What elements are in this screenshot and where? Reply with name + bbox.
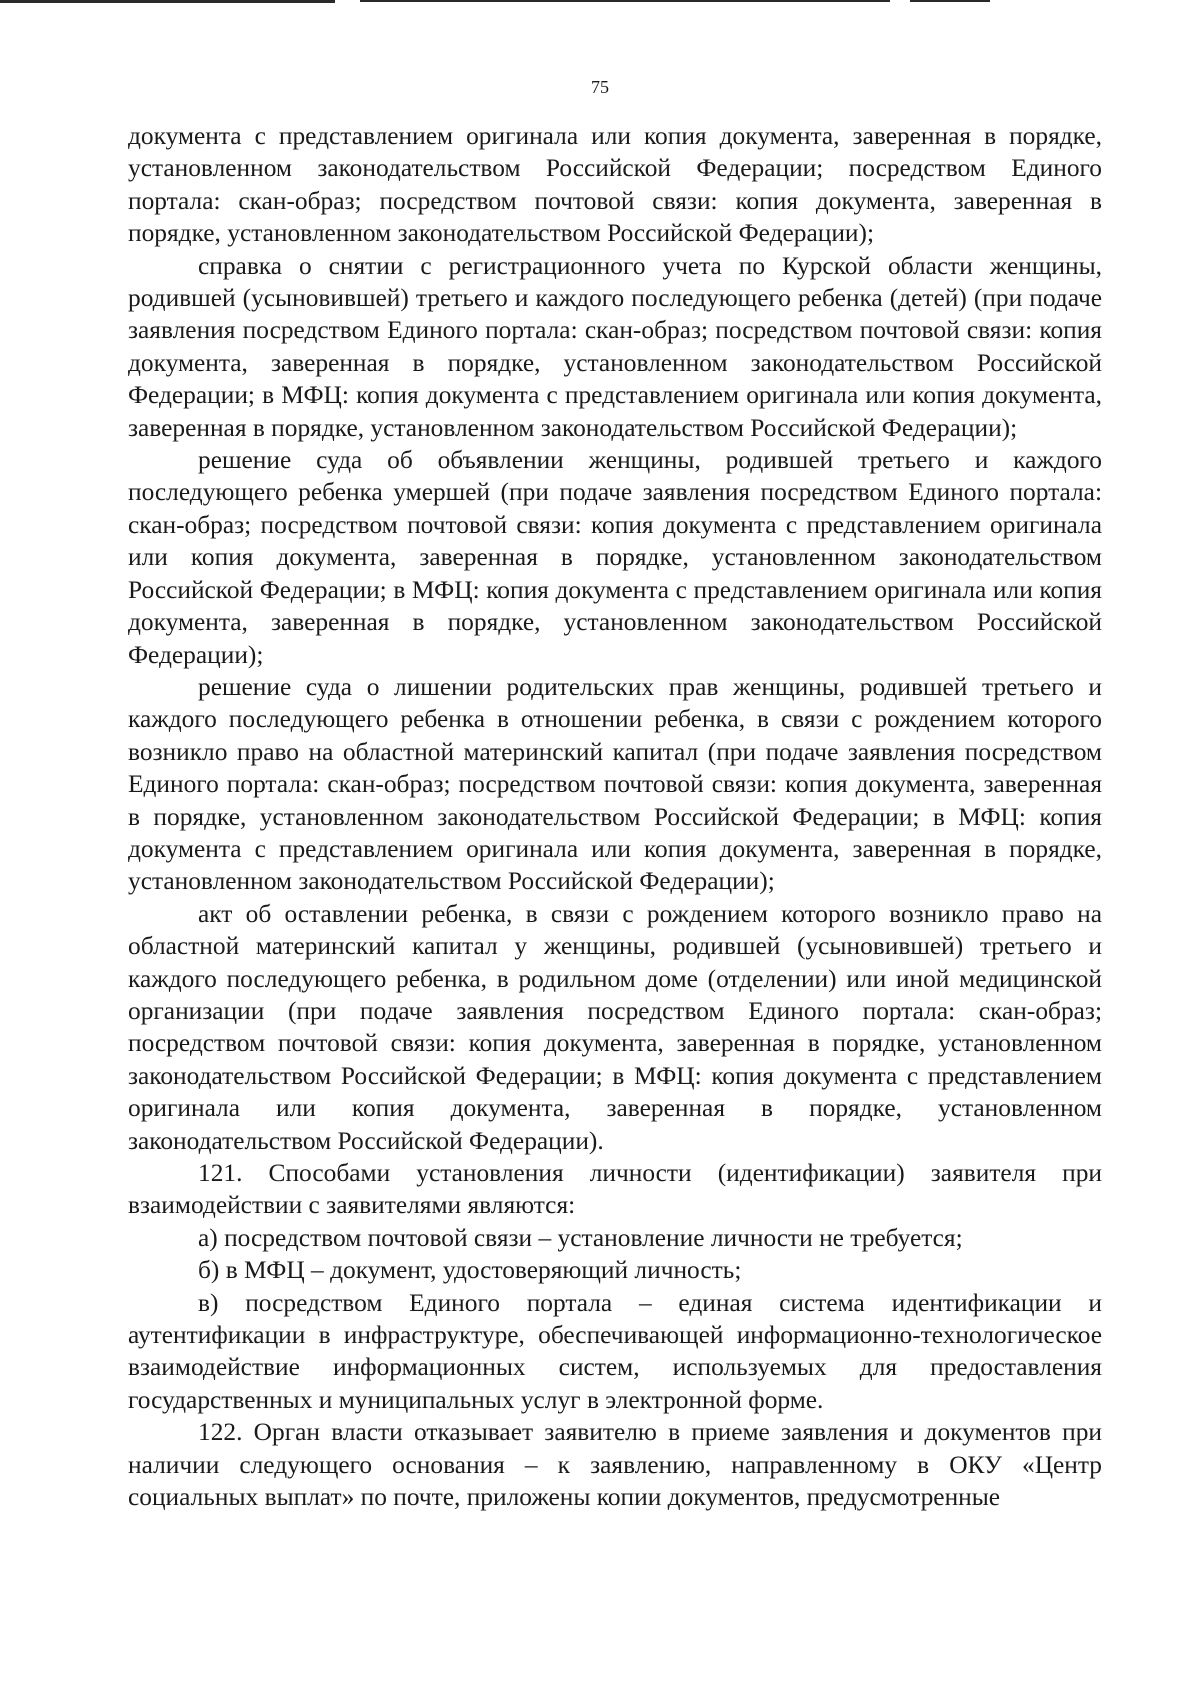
paragraph-court-decision-parental-rights: решение суда о лишении родительских прав женщины, родившей третьего и каждого последующего ребенка в отношении ребенка, в связи с рождением которого возникло право на областной материнский капитал (при подаче заявления посредством Единого портала: скан-образ; посредством почтовой связи: копия документа, заверенная в порядке, установленном законодательством Российской Федерации; в МФЦ: копия документа с представлением оригинала или копия документа, заверенная в порядке, установленном законодательством Российской Федерации); (128, 672, 1102, 896)
paragraph-abandonment-act: акт об оставлении ребенка, в связи с рождением которого возникло право на областной материнский капитал у женщины, родившей (усыновившей) третьего и каждого последующего ребенка, в родильном доме (отделении) или иной медицинской организации (при подаче заявления посредством Единого портала: скан-образ; посредством почтовой связи: копия документа, заверенная в порядке, установленном законодательством Российской Федерации; в МФЦ: копия документа с представлением оригинала или копия документа, заверенная в порядке, установленном законодательством Российской Федерации). (128, 899, 1102, 1155)
page-number: 75 (591, 77, 609, 97)
top-rule-right (910, 0, 990, 2)
top-rule-middle (360, 0, 890, 2)
paragraph-122: 122. Орган власти отказывает заявителю в приеме заявления и документов при наличии следующего основания – к заявлению, направленному в ОКУ «Центр социальных выплат» по почте, приложены копии документов, предусмотренные (128, 1418, 1102, 1512)
paragraph-court-decision-death: решение суда об объявлении женщины, родившей третьего и каждого последующего ребенка умершей (при подаче заявления посредством Единого портала: скан-образ; посредством почтовой связи: копия документа с представлением оригинала или копия документа, заверенная в порядке, установленном законодательством Российской Федерации; в МФЦ: копия документа с представлением оригинала или копия документа, заверенная в порядке, установленном законодательством Российской Федерации); (128, 446, 1102, 669)
paragraph-121: 121. Способами установления личности (идентификации) заявителя при взаимодействии с заявителями являются: (128, 1159, 1102, 1220)
paragraph-121-b: б) в МФЦ – документ, удостоверяющий личность; (198, 1256, 742, 1285)
top-rule-left (0, 0, 335, 3)
paragraph-121-v: в) посредством Единого портала – единая система идентификации и аутентификации в инфраструктуре, обеспечивающей информационно-технологическое взаимодействие информационных систем, используемых для предоставления государственных и муниципальных услуг в электронной форме. (128, 1288, 1102, 1414)
paragraph-continuation: документа с представлением оригинала или копия документа, заверенная в порядке, установленном законодательством Российской Федерации; посредством Единого портала: скан-образ; посредством почтовой связи: копия документа, заверенная в порядке, установленном законодательством Российской Федерации); (128, 122, 1102, 248)
document-body (128, 120, 1102, 1513)
paragraph-registration-certificate: справка о снятии с регистрационного учета по Курской области женщины, родившей (усыновившей) третьего и каждого последующего ребенка (детей) (при подаче заявления посредством Единого портала: скан-образ; посредством почтовой связи: копия документа, заверенная в порядке, установленном законодательством Российской Федерации; в МФЦ: копия документа с представлением оригинала или копия документа, заверенная в порядке, установленном законодательством Российской Федерации); (128, 251, 1102, 442)
paragraph-121-a: а) посредством почтовой связи – установление личности не требуется; (198, 1223, 963, 1252)
